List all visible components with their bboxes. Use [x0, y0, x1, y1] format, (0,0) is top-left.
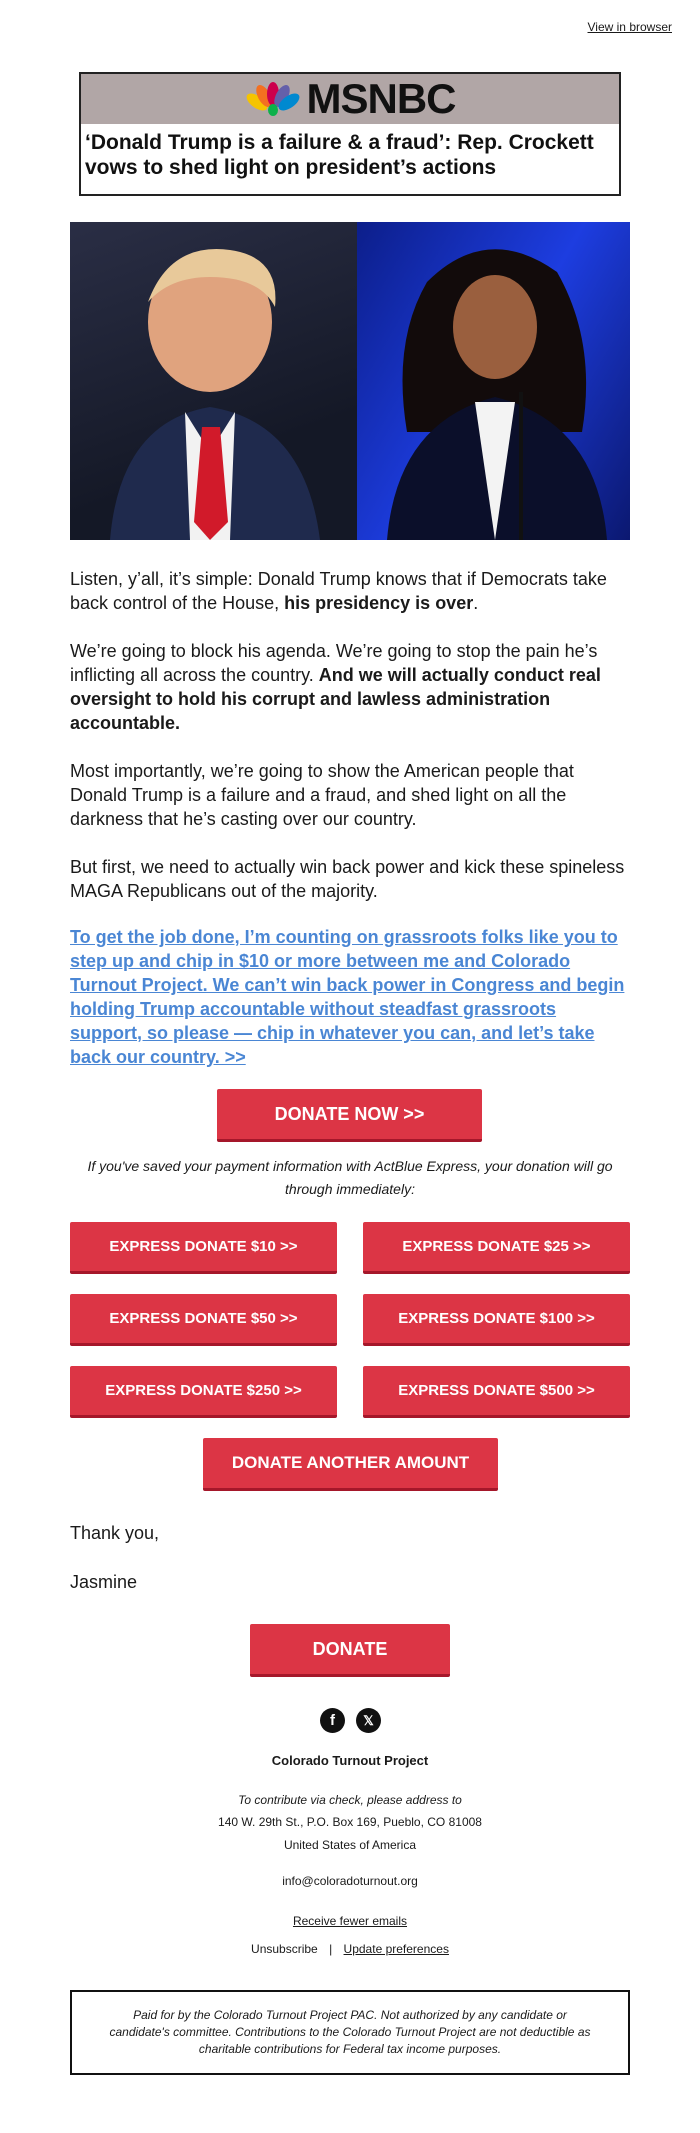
photo-left-portrait — [70, 222, 357, 540]
paragraph-1-end: . — [473, 593, 479, 613]
express-donate-500-button[interactable]: EXPRESS DONATE $500 >> — [363, 1366, 630, 1418]
express-donate-50-button[interactable]: EXPRESS DONATE $50 >> — [70, 1294, 337, 1346]
donate-now-button[interactable]: DONATE NOW >> — [217, 1089, 482, 1142]
paragraph-4-text: But first, we need to actually win back power and kick these spineless MAGA Republicans out of the majority. — [70, 857, 625, 901]
express-donate-250-button[interactable]: EXPRESS DONATE $250 >> — [70, 1366, 337, 1418]
signer-name: Jasmine — [70, 1572, 138, 1592]
disclaimer-text: Paid for by the Colorado Turnout Project PAC. Not authorized by any candidate or candidate's committee. Contributions to the Colorado Turnout Project are not deductible as charitable contributions for Federal tax income purposes. — [109, 2008, 591, 2056]
donate-button[interactable]: DONATE — [250, 1624, 450, 1677]
photo-right-portrait — [357, 222, 630, 540]
view-in-browser-link[interactable]: View in browser — [587, 20, 672, 34]
donate-another-amount-button[interactable]: DONATE ANOTHER AMOUNT — [203, 1438, 498, 1491]
paragraph-3 — [70, 759, 630, 831]
paragraph-2-text: We’re going to block his agenda. We’re going to stop the pain he’s inflicting all across the country. — [70, 641, 598, 685]
paid-for-disclaimer — [70, 1990, 630, 2075]
hero-photo — [70, 222, 630, 540]
express-donate-25-button[interactable]: EXPRESS DONATE $25 >> — [363, 1222, 630, 1274]
thanks-text: Thank you, — [70, 1523, 160, 1543]
paragraph-1-bold: his presidency is over — [284, 593, 474, 613]
x-twitter-icon[interactable]: 𝕏 — [356, 1708, 381, 1733]
social-links — [320, 1708, 381, 1733]
cta-link-block[interactable] — [70, 925, 630, 1069]
paragraph-2 — [70, 639, 630, 735]
express-donate-100-button[interactable]: EXPRESS DONATE $100 >> — [363, 1294, 630, 1346]
peacock-icon — [245, 82, 301, 116]
paragraph-1 — [70, 567, 630, 615]
org-name: Colorado Turnout Project — [271, 1753, 429, 1768]
unsubscribe-link[interactable]: Unsubscribe — [251, 1942, 318, 1956]
msnbc-wordmark: MSNBC — [306, 75, 456, 122]
contact-email[interactable]: info@coloradoturnout.org — [282, 1874, 418, 1888]
footer-separator: | — [329, 1942, 333, 1956]
news-headline: ‘Donald Trump is a failure & a fraud’: Rep. Crockett vows to shed light on president’s actions — [85, 131, 594, 180]
signoff-name — [70, 1570, 630, 1594]
express-donate-10-button[interactable]: EXPRESS DONATE $10 >> — [70, 1222, 337, 1274]
msnbc-logo-bar — [81, 74, 619, 124]
receive-fewer-emails-link[interactable]: Receive fewer emails — [292, 1914, 408, 1928]
actblue-express-note: If you've saved your payment information with ActBlue Express, your donation will go through immediately: — [87, 1158, 613, 1197]
facebook-icon[interactable]: f — [320, 1708, 345, 1733]
country: United States of America — [283, 1838, 417, 1852]
signoff-thanks — [70, 1521, 630, 1545]
check-note: To contribute via check, please address to — [238, 1793, 462, 1807]
news-headline-card — [79, 72, 621, 196]
donation-cta-link[interactable]: To get the job done, I’m counting on grassroots folks like you to step up and chip in $10 or more between me and Colorado Turnout Project. We can’t win back power in Congress and begin holding Trump accountable without steadfast grassroots support, so please — chip in whatever you can, and let’s take back our country. >> — [70, 927, 625, 1067]
update-preferences-link[interactable]: Update preferences — [343, 1942, 449, 1956]
paragraph-1-text: Listen, y’all, it’s simple: Donald Trump knows that if Democrats take back control of the House, — [70, 569, 607, 613]
paragraph-3-text: Most importantly, we’re going to show the American people that Donald Trump is a failure and a fraud, and shed light on all the darkness that he’s casting over our country. — [70, 761, 574, 829]
paragraph-2-bold: And we will actually conduct real oversight to hold his corrupt and lawless administration accountable. — [70, 665, 601, 733]
mailing-address: 140 W. 29th St., P.O. Box 169, Pueblo, CO 81008 — [218, 1815, 482, 1829]
paragraph-4 — [70, 855, 630, 903]
footer-links-row — [0, 1942, 700, 1956]
